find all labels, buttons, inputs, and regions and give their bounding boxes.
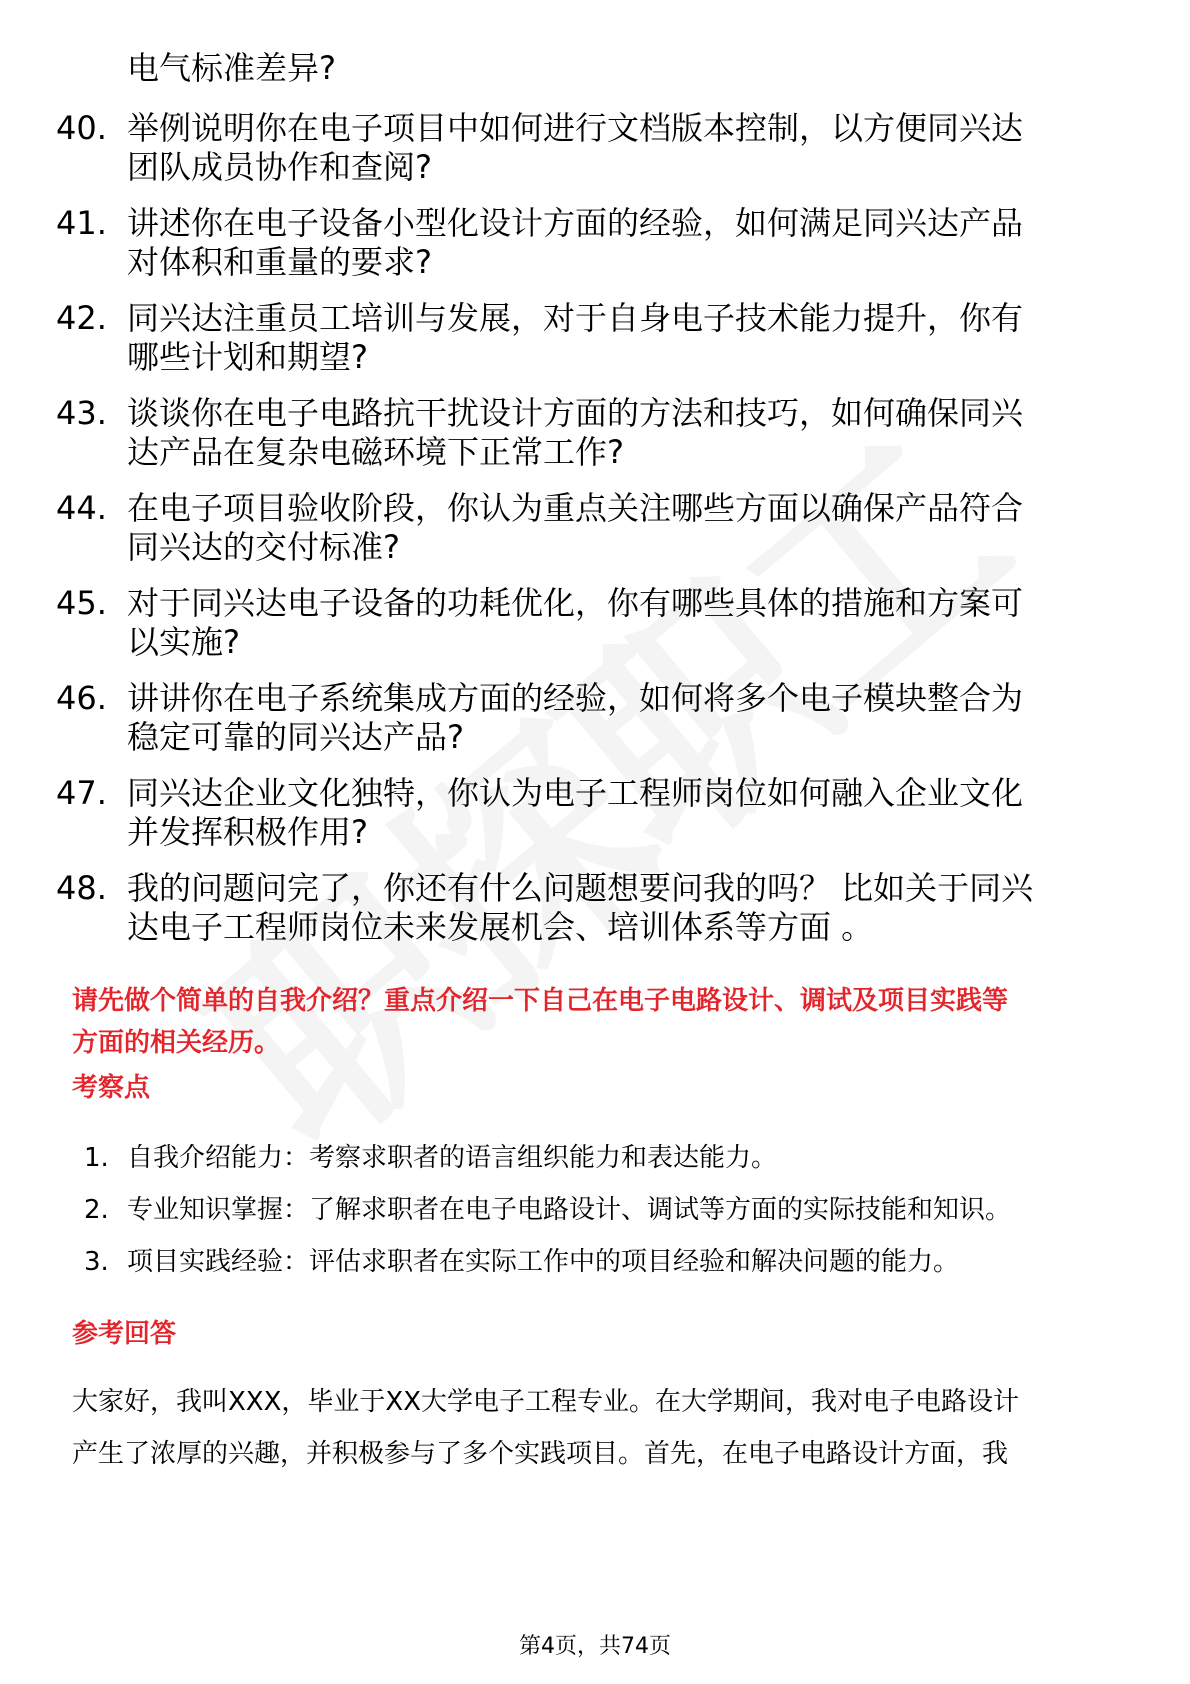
assessment-item-text: 项目实践经验：评估求职者在实际工作中的项目经验和解决问题的能力。: [127, 1247, 960, 1277]
featured-question: [72, 980, 1142, 1064]
question-number: 44.: [56, 489, 107, 527]
assessment-item-number: 2.: [84, 1195, 109, 1225]
question-text: 电气标准差异?: [127, 49, 336, 87]
question-text: 对体积和重量的要求?: [127, 243, 432, 281]
question-text: 讲讲你在电子系统集成方面的经验，如何将多个电子模块整合为: [127, 679, 1024, 717]
question-text: 团队成员协作和查阅?: [127, 148, 432, 186]
assessment-heading: 考察点: [72, 1073, 151, 1103]
question-number: 48.: [56, 869, 107, 907]
question-text: 稳定可靠的同兴达产品?: [127, 718, 464, 756]
assessment-item-text: 自我介绍能力：考察求职者的语言组织能力和表达能力。: [127, 1143, 778, 1173]
question-number: 41.: [56, 204, 107, 242]
page-footer: 第4页，共74页: [519, 1634, 671, 1659]
question-text: 讲述你在电子设备小型化设计方面的经验，如何满足同兴达产品: [127, 204, 1024, 242]
question-number: 47.: [56, 774, 107, 812]
question-number: 46.: [56, 679, 107, 717]
assessment-item-number: 1.: [84, 1143, 109, 1173]
question-number: 42.: [56, 299, 107, 337]
question-text: 哪些计划和期望?: [127, 338, 368, 376]
question-text: 在电子项目验收阶段，你认为重点关注哪些方面以确保产品符合: [127, 489, 1024, 527]
question-text: 同兴达注重员工培训与发展，对于自身电子技术能力提升，你有: [127, 299, 1024, 337]
question-text: 谈谈你在电子电路抗干扰设计方面的方法和技巧，如何确保同兴: [127, 394, 1024, 432]
question-number: 45.: [56, 584, 107, 622]
assessment-item-text: 专业知识掌握：了解求职者在电子电路设计、调试等方面的实际技能和知识。: [127, 1195, 1012, 1225]
question-number: 43.: [56, 394, 107, 432]
assessment-item-number: 3.: [84, 1247, 109, 1277]
question-number: 40.: [56, 109, 107, 147]
question-text: 达电子工程师岗位未来发展机会、培训体系等方面 。: [127, 908, 874, 946]
question-text: 对于同兴达电子设备的功耗优化，你有哪些具体的措施和方案可: [127, 584, 1024, 622]
featured-question-line: 请先做个简单的自我介绍？重点介绍一下自己在电子电路设计、调试及项目实践等: [72, 986, 1009, 1016]
question-text: 同兴达的交付标准?: [127, 528, 400, 566]
reference-answer-line: 大家好，我叫XXX，毕业于XX大学电子工程专业。在大学期间，我对电子电路设计: [72, 1387, 1020, 1417]
question-text: 举例说明你在电子项目中如何进行文档版本控制，以方便同兴达: [127, 109, 1024, 147]
question-text: 以实施?: [127, 623, 240, 661]
question-text: 并发挥积极作用?: [127, 813, 368, 851]
reference-answer-line: 产生了浓厚的兴趣，并积极参与了多个实践项目。首先，在电子电路设计方面，我: [72, 1439, 1009, 1469]
question-text: 我的问题问完了，你还有什么问题想要问我的吗？ 比如关于同兴: [127, 869, 1034, 907]
featured-question-line: 方面的相关经历。: [72, 1028, 281, 1058]
reference-answer-heading: 参考回答: [72, 1319, 177, 1349]
question-text: 达产品在复杂电磁环境下正常工作?: [127, 433, 624, 471]
question-text: 同兴达企业文化独特，你认为电子工程师岗位如何融入企业文化: [127, 774, 1024, 812]
